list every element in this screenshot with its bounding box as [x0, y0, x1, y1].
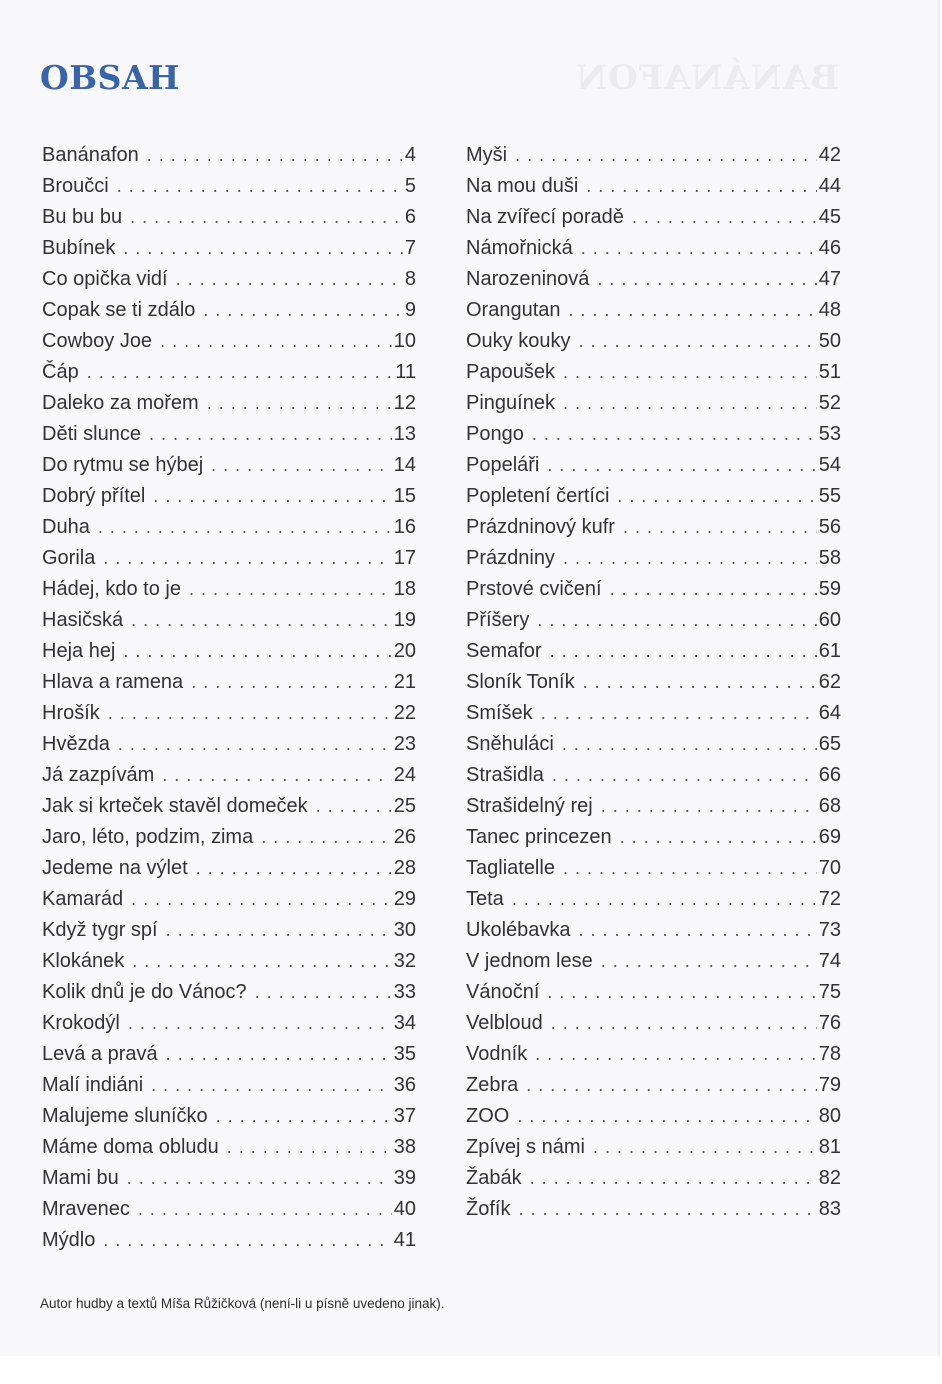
toc-entry[interactable] [42, 543, 416, 574]
toc-dot-leader [160, 326, 392, 357]
toc-entry-title: Broučci [42, 175, 109, 197]
toc-entry[interactable] [42, 450, 416, 481]
toc-entry[interactable] [466, 1039, 841, 1070]
toc-entry[interactable] [466, 729, 841, 760]
toc-dot-leader [569, 295, 817, 326]
toc-entry-page-number: 65 [818, 733, 841, 755]
toc-dot-leader [623, 512, 817, 543]
toc-dot-leader [153, 481, 391, 512]
toc-entry-page-number: 68 [818, 795, 841, 817]
toc-entry[interactable] [466, 1194, 841, 1225]
toc-dot-leader [203, 295, 402, 326]
toc-entry-title: Papoušek [466, 361, 555, 383]
toc-entry-page-number: 36 [393, 1074, 416, 1096]
toc-entry-title: V jednom lese [466, 950, 593, 972]
toc-entry[interactable] [42, 1194, 416, 1225]
toc-entry-page-number: 42 [818, 144, 841, 166]
toc-entry-page-number: 26 [393, 826, 416, 848]
toc-dot-leader [117, 171, 403, 202]
toc-dot-leader [562, 729, 817, 760]
toc-entry-page-number: 16 [393, 516, 416, 538]
toc-entry[interactable] [466, 295, 841, 326]
toc-entry-page-number: 79 [818, 1074, 841, 1096]
toc-entry-page-number: 75 [818, 981, 841, 1003]
toc-entry-page-number: 17 [393, 547, 416, 569]
toc-entry-title: Malujeme sluníčko [42, 1105, 208, 1127]
toc-entry[interactable] [42, 233, 416, 264]
toc-entry-title: Duha [42, 516, 90, 538]
toc-entry-title: Strašidla [466, 764, 544, 786]
toc-entry-page-number: 45 [818, 206, 841, 228]
toc-dot-leader [563, 388, 817, 419]
toc-dot-leader [128, 1008, 392, 1039]
toc-entry-page-number: 61 [818, 640, 841, 662]
toc-entry[interactable] [42, 915, 416, 946]
toc-dot-leader [108, 698, 392, 729]
toc-entry[interactable] [466, 698, 841, 729]
toc-entry[interactable] [466, 791, 841, 822]
toc-dot-leader [586, 171, 816, 202]
toc-entry-page-number: 54 [818, 454, 841, 476]
toc-entry-title: Daleko za mořem [42, 392, 199, 414]
page-title: OBSAH [40, 58, 180, 97]
toc-dot-leader [550, 636, 817, 667]
toc-entry-page-number: 25 [393, 795, 416, 817]
toc-dot-leader [632, 202, 817, 233]
toc-dot-leader [526, 1070, 817, 1101]
toc-dot-leader [207, 388, 392, 419]
toc-dot-leader [581, 233, 817, 264]
toc-entry-title: Copak se ti zdálo [42, 299, 196, 321]
toc-entry-page-number: 60 [818, 609, 841, 631]
toc-dot-leader [138, 1194, 392, 1225]
toc-entry[interactable] [42, 1163, 416, 1194]
toc-entry-page-number: 13 [393, 423, 416, 445]
toc-entry[interactable] [466, 1008, 841, 1039]
toc-entry-page-number: 38 [393, 1136, 416, 1158]
toc-entry-title: Žofík [466, 1198, 511, 1220]
toc-entry[interactable] [42, 295, 416, 326]
toc-entry-page-number: 41 [393, 1229, 416, 1251]
toc-entry-page-number: 32 [393, 950, 416, 972]
toc-dot-leader [196, 853, 392, 884]
toc-entry[interactable] [466, 264, 841, 295]
toc-entry[interactable] [466, 326, 841, 357]
toc-entry-page-number: 72 [818, 888, 841, 910]
toc-dot-leader [601, 791, 817, 822]
toc-entry-title: Semafor [466, 640, 542, 662]
toc-dot-leader [515, 140, 817, 171]
toc-entry-title: Sněhuláci [466, 733, 554, 755]
toc-entry[interactable] [42, 853, 416, 884]
toc-dot-leader [211, 450, 392, 481]
toc-entry-title: Malí indiáni [42, 1074, 144, 1096]
toc-dot-leader [103, 543, 391, 574]
toc-entry-title: Klokánek [42, 950, 125, 972]
toc-dot-leader [583, 667, 817, 698]
toc-entry-title: Mami bu [42, 1167, 119, 1189]
toc-entry-title: Pinguínek [466, 392, 555, 414]
toc-dot-leader [261, 822, 392, 853]
toc-entry-title: Strašidelný rej [466, 795, 593, 817]
toc-entry[interactable] [466, 1070, 841, 1101]
toc-dot-leader [563, 543, 817, 574]
toc-entry-page-number: 29 [393, 888, 416, 910]
toc-entry-title: Příšery [466, 609, 530, 631]
toc-entry[interactable] [466, 1132, 841, 1163]
toc-entry-title: Jaro, léto, podzim, zima [42, 826, 254, 848]
toc-entry[interactable] [42, 1008, 416, 1039]
toc-entry[interactable] [466, 171, 841, 202]
toc-dot-leader [551, 1008, 817, 1039]
toc-entry-title: Vodník [466, 1043, 528, 1065]
toc-dot-leader [617, 481, 816, 512]
toc-dot-leader [532, 419, 817, 450]
toc-dot-leader [517, 1101, 816, 1132]
toc-entry-title: Zpívej s námi [466, 1136, 585, 1158]
toc-entry-page-number: 30 [393, 919, 416, 941]
toc-entry-title: Hádej, kdo to je [42, 578, 181, 600]
toc-entry-title: Tanec princezen [466, 826, 612, 848]
toc-entry[interactable] [466, 140, 841, 171]
toc-dot-leader [166, 1039, 392, 1070]
toc-entry-page-number: 34 [393, 1012, 416, 1034]
toc-entry[interactable] [466, 419, 841, 450]
toc-entry[interactable] [466, 543, 841, 574]
toc-entry[interactable] [42, 1101, 416, 1132]
toc-entry-title: Bu bu bu [42, 206, 123, 228]
toc-entry-title: Děti slunce [42, 423, 141, 445]
toc-entry-page-number: 18 [393, 578, 416, 600]
toc-dot-leader [563, 853, 817, 884]
toc-entry[interactable] [466, 1163, 841, 1194]
toc-dot-leader [123, 636, 391, 667]
toc-entry-page-number: 53 [818, 423, 841, 445]
toc-entry[interactable] [42, 884, 416, 915]
toc-entry-page-number: 59 [818, 578, 841, 600]
toc-dot-leader [518, 1194, 816, 1225]
toc-entry-page-number: 66 [818, 764, 841, 786]
toc-entry-title: Tagliatelle [466, 857, 555, 879]
toc-entry-page-number: 69 [818, 826, 841, 848]
toc-entry-title: Kolik dnů je do Vánoc? [42, 981, 247, 1003]
toc-entry-title: Jedeme na výlet [42, 857, 188, 879]
toc-entry[interactable] [42, 419, 416, 450]
toc-entry-page-number: 28 [393, 857, 416, 879]
toc-entry-title: Máme doma obludu [42, 1136, 219, 1158]
toc-entry-page-number: 21 [393, 671, 416, 693]
toc-entry-page-number: 9 [404, 299, 416, 321]
toc-entry[interactable] [42, 822, 416, 853]
toc-entry-page-number: 24 [393, 764, 416, 786]
toc-entry-page-number: 35 [393, 1043, 416, 1065]
toc-dot-leader [537, 605, 816, 636]
toc-entry-title: Dobrý přítel [42, 485, 146, 507]
toc-entry-page-number: 10 [393, 330, 416, 352]
toc-dot-leader [189, 574, 392, 605]
toc-entry[interactable] [466, 1101, 841, 1132]
toc-entry-title: Krokodýl [42, 1012, 120, 1034]
toc-entry-page-number: 64 [818, 702, 841, 724]
toc-entry-title: Mýdlo [42, 1229, 96, 1251]
toc-entry-title: Hrošík [42, 702, 100, 724]
toc-entry-page-number: 50 [818, 330, 841, 352]
toc-entry[interactable] [466, 388, 841, 419]
toc-entry-page-number: 58 [818, 547, 841, 569]
toc-entry-page-number: 39 [393, 1167, 416, 1189]
toc-entry[interactable] [42, 977, 416, 1008]
toc-entry-page-number: 8 [404, 268, 416, 290]
toc-entry[interactable] [466, 946, 841, 977]
toc-entry[interactable] [42, 667, 416, 698]
toc-entry[interactable] [42, 574, 416, 605]
toc-entry-title: Když tygr spí [42, 919, 158, 941]
toc-entry[interactable] [42, 512, 416, 543]
toc-dot-leader [87, 357, 394, 388]
toc-dot-leader [578, 326, 816, 357]
toc-entry[interactable] [466, 233, 841, 264]
toc-entry-page-number: 78 [818, 1043, 841, 1065]
toc-entry-page-number: 19 [393, 609, 416, 631]
toc-entry[interactable] [42, 326, 416, 357]
toc-entry-page-number: 7 [404, 237, 416, 259]
toc-entry-page-number: 33 [393, 981, 416, 1003]
toc-entry-title: Levá a pravá [42, 1043, 158, 1065]
toc-dot-leader [130, 202, 403, 233]
toc-entry-title: Ukolébavka [466, 919, 571, 941]
toc-entry-title: Do rytmu se hýbej [42, 454, 204, 476]
toc-entry-title: Na zvířecí poradě [466, 206, 624, 228]
toc-entry-page-number: 73 [818, 919, 841, 941]
toc-entry[interactable] [466, 822, 841, 853]
toc-entry-page-number: 4 [404, 144, 416, 166]
toc-entry[interactable] [42, 264, 416, 295]
toc-entry-page-number: 11 [395, 361, 416, 383]
toc-dot-leader [547, 450, 816, 481]
toc-dot-leader [131, 605, 392, 636]
toc-entry[interactable] [466, 605, 841, 636]
toc-entry[interactable] [42, 357, 416, 388]
toc-entry-title: Vánoční [466, 981, 540, 1003]
toc-entry-title: Ouky kouky [466, 330, 571, 352]
toc-entry-title: Kamarád [42, 888, 124, 910]
toc-entry[interactable] [466, 202, 841, 233]
toc-dot-leader [535, 1039, 817, 1070]
toc-entry-title: Žabák [466, 1167, 522, 1189]
toc-entry[interactable] [42, 388, 416, 419]
toc-entry[interactable] [42, 636, 416, 667]
toc-entry-title: Banánafon [42, 144, 139, 166]
toc-dot-leader [166, 915, 392, 946]
toc-entry[interactable] [466, 667, 841, 698]
toc-dot-leader [255, 977, 392, 1008]
toc-dot-leader [597, 264, 816, 295]
toc-entry-title: Sloník Toník [466, 671, 575, 693]
toc-entry-title: Jak si krteček stavěl domeček [42, 795, 308, 817]
toc-entry[interactable] [466, 915, 841, 946]
toc-entry-title: Heja hej [42, 640, 116, 662]
toc-dot-leader [512, 884, 817, 915]
toc-dot-leader [601, 946, 817, 977]
toc-entry-page-number: 22 [393, 702, 416, 724]
toc-entry[interactable] [42, 1225, 416, 1256]
toc-entry[interactable] [42, 140, 416, 171]
toc-entry[interactable] [42, 1039, 416, 1070]
toc-entry-title: ZOO [466, 1105, 510, 1127]
toc-entry[interactable] [466, 977, 841, 1008]
toc-dot-leader [541, 698, 817, 729]
toc-entry-title: Na mou duši [466, 175, 579, 197]
toc-entry-title: Prázdniny [466, 547, 555, 569]
toc-dot-leader [147, 140, 403, 171]
toc-entry-title: Orangutan [466, 299, 561, 321]
toc-dot-leader [151, 1070, 392, 1101]
toc-entry[interactable] [42, 605, 416, 636]
toc-dot-leader [123, 233, 402, 264]
toc-entry-page-number: 14 [393, 454, 416, 476]
toc-entry-page-number: 48 [818, 299, 841, 321]
toc-entry[interactable] [42, 171, 416, 202]
toc-entry-title: Gorila [42, 547, 96, 569]
toc-entry-title: Mravenec [42, 1198, 130, 1220]
toc-dot-leader [118, 729, 392, 760]
toc-dot-leader [132, 946, 391, 977]
toc-entry-title: Co opička vidí [42, 268, 168, 290]
toc-entry-title: Pongo [466, 423, 524, 445]
toc-entry-page-number: 83 [818, 1198, 841, 1220]
toc-dot-leader [127, 1163, 392, 1194]
toc-entry[interactable] [42, 791, 416, 822]
toc-entry[interactable] [42, 946, 416, 977]
toc-entry-page-number: 56 [818, 516, 841, 538]
toc-entry-title: Myši [466, 144, 508, 166]
toc-dot-leader [176, 264, 403, 295]
toc-entry[interactable] [42, 760, 416, 791]
toc-dot-leader [620, 822, 817, 853]
toc-entry[interactable] [466, 357, 841, 388]
toc-dot-leader [98, 512, 392, 543]
toc-column-right [466, 140, 841, 1225]
toc-entry-title: Popeláři [466, 454, 540, 476]
toc-entry-page-number: 70 [818, 857, 841, 879]
toc-entry-title: Bubínek [42, 237, 116, 259]
toc-entry-page-number: 74 [818, 950, 841, 972]
toc-dot-leader [579, 915, 817, 946]
toc-entry[interactable] [42, 481, 416, 512]
toc-entry-page-number: 47 [818, 268, 841, 290]
toc-entry-page-number: 46 [818, 237, 841, 259]
toc-entry-title: Cowboy Joe [42, 330, 153, 352]
toc-entry[interactable] [466, 450, 841, 481]
toc-entry[interactable] [42, 729, 416, 760]
toc-entry-title: Hasičská [42, 609, 124, 631]
toc-entry[interactable] [466, 636, 841, 667]
toc-dot-leader [610, 574, 817, 605]
toc-entry-title: Já zazpívám [42, 764, 155, 786]
toc-entry-page-number: 15 [393, 485, 416, 507]
toc-dot-leader [131, 884, 392, 915]
toc-dot-leader [191, 667, 392, 698]
author-footnote: Autor hudby a textů Míša Růžičková (není-li u písně uvedeno jinak). [40, 1296, 445, 1311]
toc-entry[interactable] [466, 574, 841, 605]
toc-entry-page-number: 81 [818, 1136, 841, 1158]
toc-dot-leader [149, 419, 392, 450]
toc-dot-leader [547, 977, 816, 1008]
toc-entry-page-number: 52 [818, 392, 841, 414]
toc-entry-title: Teta [466, 888, 504, 910]
toc-dot-leader [563, 357, 817, 388]
toc-entry-title: Velbloud [466, 1012, 543, 1034]
toc-entry-title: Hlava a ramena [42, 671, 184, 693]
toc-entry-title: Zebra [466, 1074, 519, 1096]
toc-entry[interactable] [466, 884, 841, 915]
toc-dot-leader [227, 1132, 392, 1163]
toc-entry-page-number: 55 [818, 485, 841, 507]
toc-dot-leader [216, 1101, 392, 1132]
toc-entry-page-number: 82 [818, 1167, 841, 1189]
toc-entry-title: Čáp [42, 361, 79, 383]
toc-entry[interactable] [42, 202, 416, 233]
toc-entry-title: Námořnická [466, 237, 573, 259]
toc-entry[interactable] [466, 481, 841, 512]
toc-entry-page-number: 44 [818, 175, 841, 197]
toc-entry-page-number: 76 [818, 1012, 841, 1034]
toc-dot-leader [103, 1225, 391, 1256]
toc-entry-page-number: 23 [393, 733, 416, 755]
toc-entry[interactable] [466, 760, 841, 791]
toc-entry[interactable] [42, 1132, 416, 1163]
toc-entry-page-number: 80 [818, 1105, 841, 1127]
showthrough-watermark: BANÁNAFON [575, 58, 839, 98]
toc-dot-leader [316, 791, 392, 822]
toc-entry-page-number: 12 [393, 392, 416, 414]
toc-entry-title: Narozeninová [466, 268, 590, 290]
toc-entry-title: Prázdninový kufr [466, 516, 615, 538]
toc-entry-title: Prstové cvičení [466, 578, 602, 600]
toc-entry-page-number: 62 [818, 671, 841, 693]
toc-dot-leader [162, 760, 391, 791]
toc-entry-page-number: 51 [818, 361, 841, 383]
toc-entry[interactable] [42, 698, 416, 729]
toc-entry-page-number: 6 [404, 206, 416, 228]
toc-dot-leader [593, 1132, 817, 1163]
toc-dot-leader [530, 1163, 817, 1194]
toc-entry-page-number: 5 [404, 175, 416, 197]
toc-entry[interactable] [466, 512, 841, 543]
toc-entry-page-number: 37 [393, 1105, 416, 1127]
toc-entry-title: Popletení čertíci [466, 485, 610, 507]
toc-entry-title: Hvězda [42, 733, 110, 755]
toc-entry[interactable] [466, 853, 841, 884]
toc-entry-page-number: 40 [393, 1198, 416, 1220]
toc-entry-page-number: 20 [393, 640, 416, 662]
toc-column-left [42, 140, 416, 1256]
toc-entry-title: Smíšek [466, 702, 533, 724]
toc-entry[interactable] [42, 1070, 416, 1101]
toc-dot-leader [552, 760, 817, 791]
